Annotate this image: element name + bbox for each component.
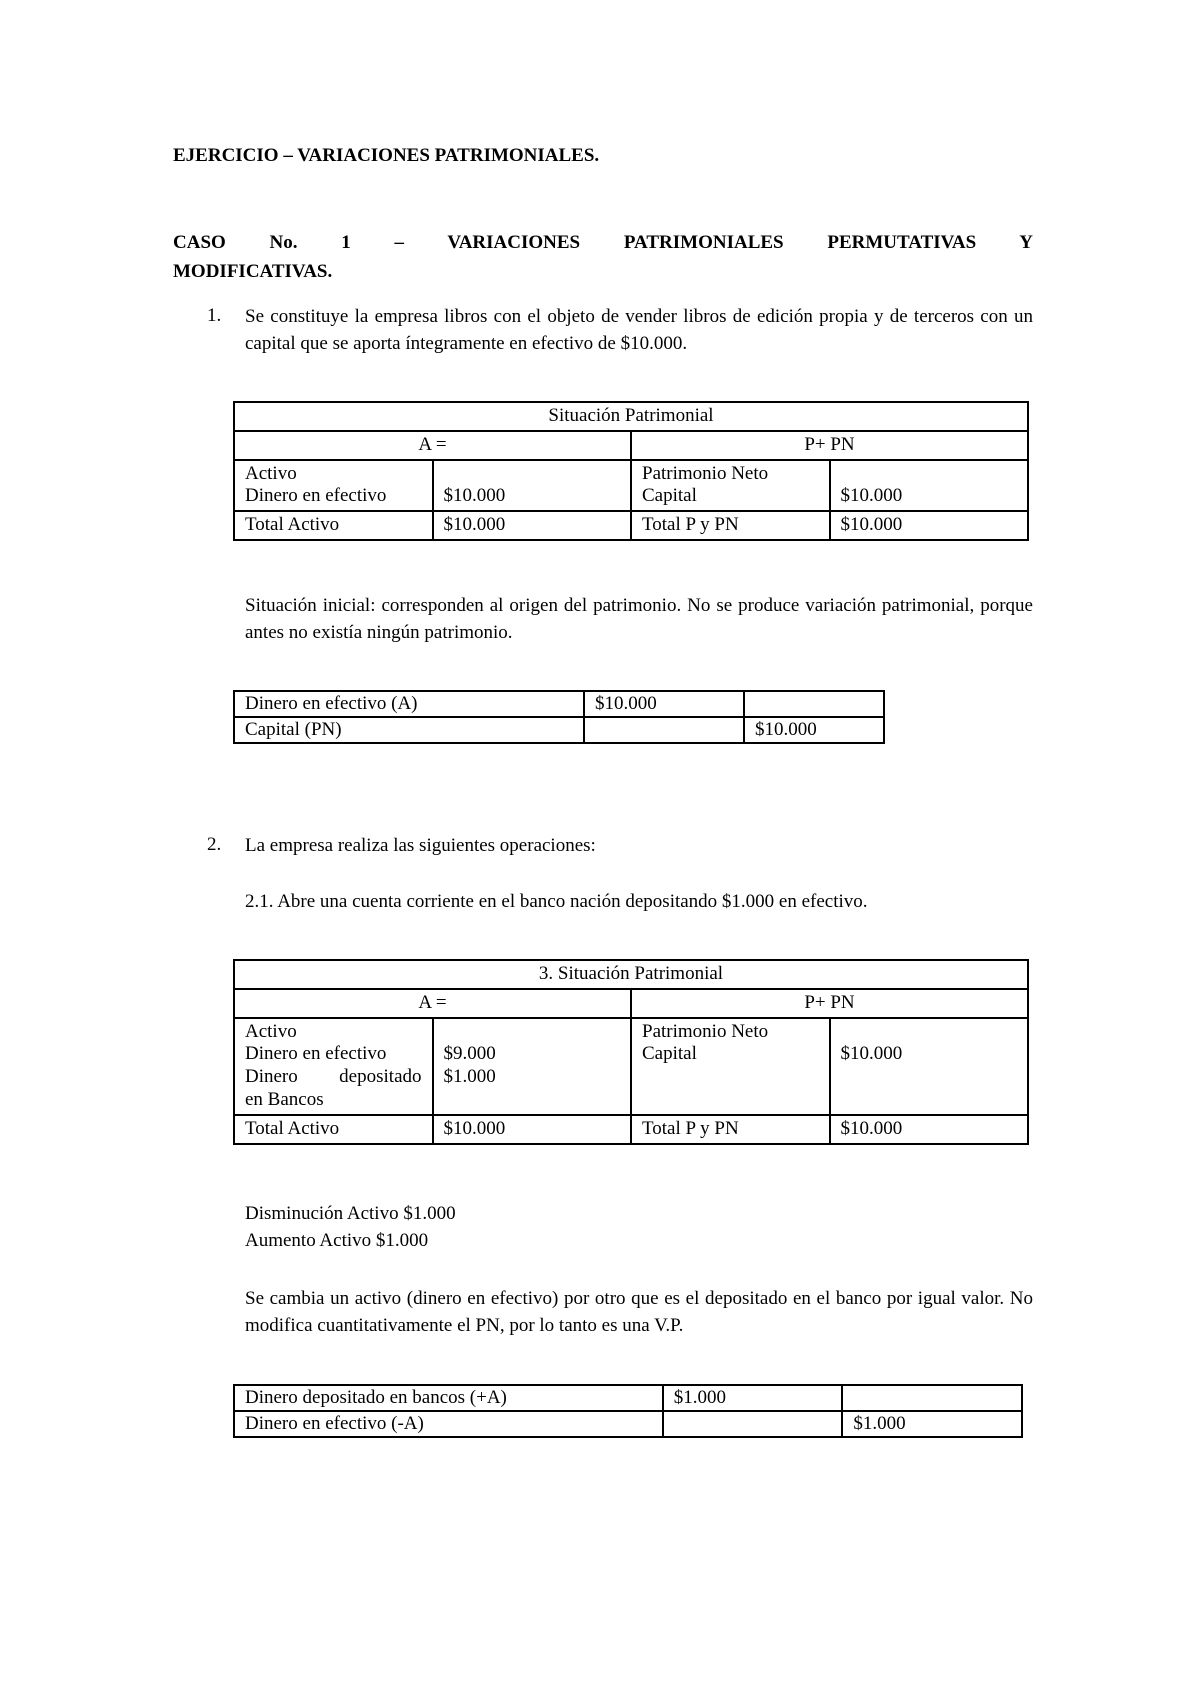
- table2-header: 3. Situación Patrimonial: [234, 960, 1028, 989]
- item2-text: La empresa realiza las siguientes operaciones:: [245, 835, 596, 856]
- table2-pn-value-cell: [830, 1018, 1029, 1115]
- movement-credit: $10.000: [744, 717, 884, 743]
- movement-table-1: [233, 690, 885, 744]
- table1-pn-cell: [631, 460, 830, 512]
- table1-right-head: P+ PN: [631, 431, 1028, 460]
- item2-number: 2.: [207, 834, 222, 855]
- table2-efectivo-value: $9.000: [443, 1043, 496, 1065]
- table1-activo-value-cell: [433, 460, 632, 512]
- table2-activo-label: Activo: [245, 1020, 297, 1042]
- case-title-line2: MODIFICATIVAS.: [173, 261, 333, 282]
- movement-row: [234, 691, 884, 717]
- table2-capital-value: $10.000: [840, 1043, 903, 1065]
- movement-account: Capital (PN): [234, 717, 584, 743]
- table2-total-ppn-value: $10.000: [830, 1115, 1029, 1144]
- movement-row: [234, 1385, 1022, 1411]
- movement-table-2: [233, 1384, 1023, 1438]
- table1-total-activo-value: $10.000: [433, 511, 632, 540]
- table2-activo-cell: [234, 1018, 433, 1115]
- note2-line2: Aumento Activo $1.000: [245, 1230, 429, 1251]
- movement-credit: [744, 691, 884, 717]
- item1-text: Se constituye la empresa libros con el objeto de vender libros de edición propia y de terceros con un capital que se aporta íntegramente en efectivo de $10.000.: [245, 306, 1033, 354]
- table2-total-activo-label: Total Activo: [234, 1115, 433, 1144]
- movement-credit: $1.000: [842, 1411, 1022, 1437]
- table2-efectivo-label: Dinero en efectivo: [245, 1043, 387, 1065]
- table1-total-ppn-value: $10.000: [830, 511, 1029, 540]
- table2-depositado-label: Dinero depositado: [245, 1066, 422, 1088]
- table1-total-ppn-label: Total P y PN: [631, 511, 830, 540]
- table1-dinero-label: Dinero en efectivo: [245, 485, 387, 507]
- situacion-patrimonial-table-1: [233, 401, 1029, 541]
- document-title: EJERCICIO – VARIACIONES PATRIMONIALES.: [173, 145, 600, 166]
- table1-dinero-value: $10.000: [443, 485, 506, 507]
- movement-credit: [842, 1385, 1022, 1411]
- table1-activo-label: Activo: [245, 462, 297, 484]
- table1-capital-value: $10.000: [840, 485, 903, 507]
- note1-text: Situación inicial: corresponden al origen del patrimonio. No se produce variación patrimonial, porque antes no existía ningún patrimonio.: [245, 595, 1033, 643]
- table1-left-head: A =: [234, 431, 631, 460]
- movement-row: [234, 1411, 1022, 1437]
- table2-pn-cell: [631, 1018, 830, 1115]
- table1-header: Situación Patrimonial: [234, 402, 1028, 431]
- case-title-line1: CASO No. 1 – VARIACIONES PATRIMONIALES PERMUTATIVAS Y: [173, 232, 1033, 253]
- table2-left-head: A =: [234, 989, 631, 1018]
- movement-debit: [584, 717, 744, 743]
- note2-line1: Disminución Activo $1.000: [245, 1203, 456, 1224]
- table1-pn-value-cell: [830, 460, 1029, 512]
- table2-bancos-label: en Bancos: [245, 1088, 324, 1110]
- item1-number: 1.: [207, 305, 222, 326]
- movement-account: Dinero depositado en bancos (+A): [234, 1385, 663, 1411]
- table2-activo-value-cell: [433, 1018, 632, 1115]
- movement-account: Dinero en efectivo (-A): [234, 1411, 663, 1437]
- movement-debit: $10.000: [584, 691, 744, 717]
- table2-total-ppn-label: Total P y PN: [631, 1115, 830, 1144]
- movement-debit: [663, 1411, 843, 1437]
- item2-1-text: 2.1. Abre una cuenta corriente en el banco nación depositando $1.000 en efectivo.: [245, 891, 868, 912]
- table2-capital-label: Capital: [642, 1043, 697, 1065]
- table1-pn-label: Patrimonio Neto: [642, 462, 769, 484]
- movement-debit: $1.000: [663, 1385, 843, 1411]
- table1-total-activo-label: Total Activo: [234, 511, 433, 540]
- table1-capital-label: Capital: [642, 485, 697, 507]
- movement-account: Dinero en efectivo (A): [234, 691, 584, 717]
- movement-row: [234, 717, 884, 743]
- table2-depositado-value: $1.000: [443, 1066, 496, 1088]
- table2-right-head: P+ PN: [631, 989, 1028, 1018]
- situacion-patrimonial-table-2: [233, 959, 1029, 1145]
- note3-text: Se cambia un activo (dinero en efectivo) por otro que es el depositado en el banco por igual valor. No modifica cuantitativamente el PN, por lo tanto es una V.P.: [245, 1288, 1033, 1336]
- table1-activo-cell: [234, 460, 433, 512]
- table2-pn-label: Patrimonio Neto: [642, 1020, 769, 1042]
- table2-total-activo-value: $10.000: [433, 1115, 632, 1144]
